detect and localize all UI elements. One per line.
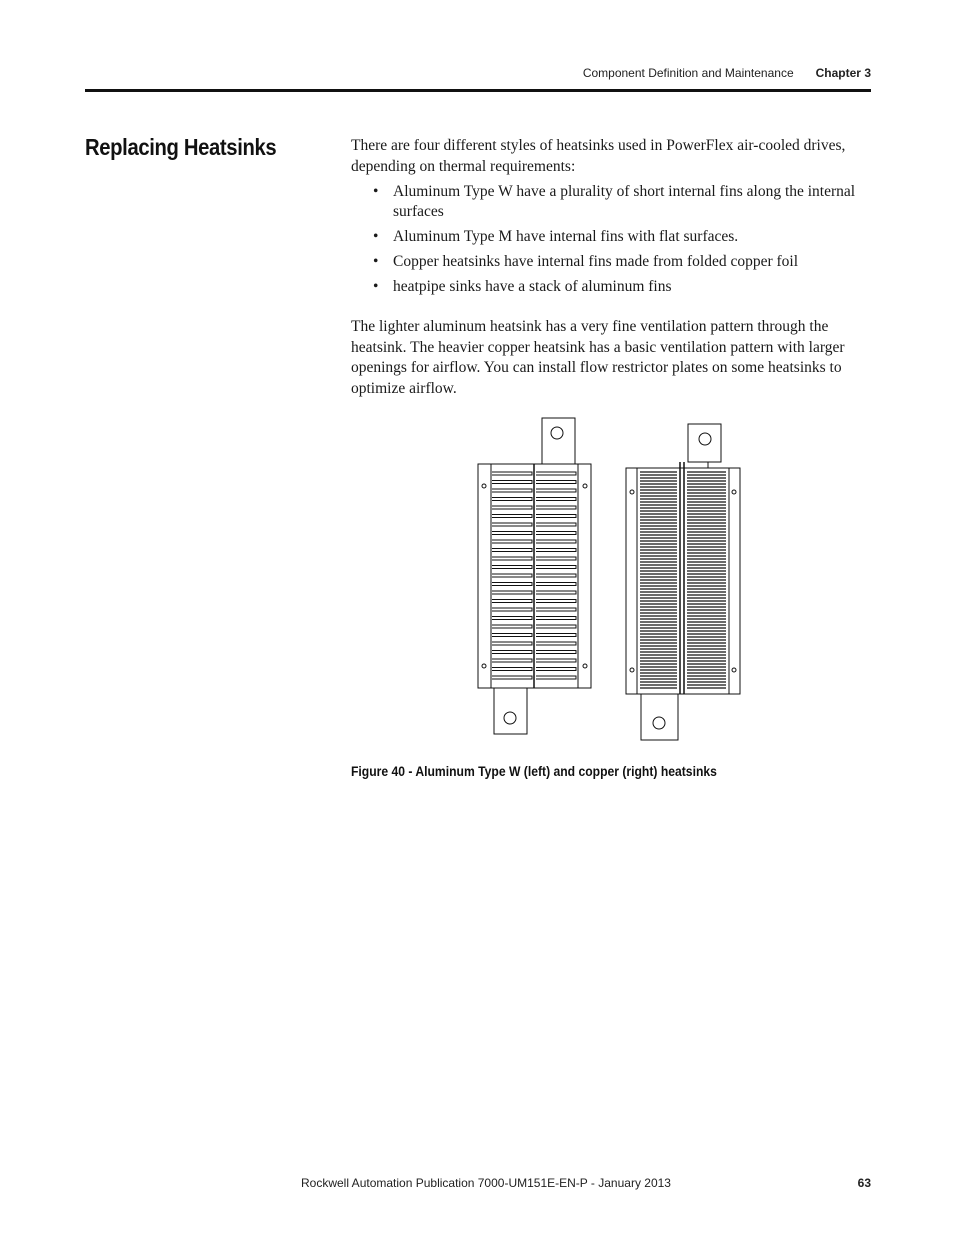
list-item: • heatpipe sinks have a stack of aluminum fins — [373, 278, 672, 295]
heatsink-styles-list — [351, 182, 871, 302]
figure-caption: Figure 40 - Aluminum Type W (left) and copper (right) heatsinks — [351, 764, 717, 779]
copper-heatsink-drawing — [626, 424, 740, 740]
list-item-text: Aluminum Type M have internal fins with flat surfaces. — [393, 228, 739, 245]
header-section-title: Component Definition and Maintenance — [582, 66, 794, 80]
intro-paragraph: There are four different styles of heatsinks used in PowerFlex air-cooled drives, depending on thermal requirements: — [351, 137, 846, 175]
header-rule — [85, 89, 871, 92]
list-item-text: Aluminum Type W have a plurality of short internal fins along the internal surfaces — [393, 183, 856, 220]
list-item-text: heatpipe sinks have a stack of aluminum fins — [393, 278, 672, 295]
heatsinks-illustration — [470, 412, 750, 747]
ventilation-paragraph: The lighter aluminum heatsink has a very fine ventilation pattern through the heatsink. The heavier copper heatsink has a basic ventilation pattern with larger openings for airflow. You can install flow restrictor plates on some heatsinks to optimize airflow. — [351, 318, 845, 397]
header-chapter: Chapter 3 — [815, 66, 871, 80]
page-number: 63 — [857, 1176, 871, 1190]
list-item: • Copper heatsinks have internal fins made from folded copper foil — [373, 253, 799, 270]
list-item: • Aluminum Type W have a plurality of short internal fins along the internal surfaces — [373, 183, 856, 220]
heatsinks-figure — [470, 412, 750, 747]
aluminum-heatsink-drawing — [478, 418, 591, 734]
running-header — [85, 66, 871, 82]
list-item: • Aluminum Type M have internal fins with flat surfaces. — [373, 228, 739, 245]
list-item-text: Copper heatsinks have internal fins made from folded copper foil — [393, 253, 799, 270]
section-title: Replacing Heatsinks — [85, 134, 277, 160]
publication-info: Rockwell Automation Publication 7000-UM151E-EN-P - January 2013 — [301, 1176, 671, 1190]
